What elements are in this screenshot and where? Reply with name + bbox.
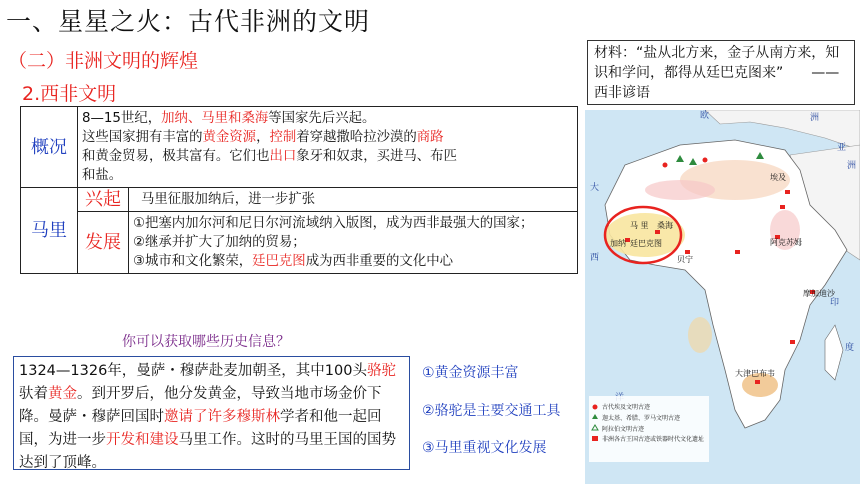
sahara-region — [645, 180, 715, 200]
africa-map — [585, 110, 860, 484]
svg-text:洲: 洲 — [810, 113, 820, 123]
page-title: 一、星星之火：古代非洲的文明 — [6, 7, 371, 36]
overview-label: 概况 — [21, 107, 78, 188]
svg-text:廷巴克图: 廷巴克图 — [630, 239, 662, 248]
dev-text: ①把塞内加尔河和尼日尔河流域纳入版图，成为西非最强大的国家； ②继承并扩大了加纳的贸易； ③城市和文化繁荣，廷巴克图成为西非重要的文化中心 — [129, 212, 578, 274]
svg-text:印: 印 — [830, 298, 840, 308]
rise-text: 马里征服加纳后，进一步扩张 — [129, 188, 578, 212]
answer-2: ②骆驼是主要交通工具 — [422, 403, 561, 419]
dev-label: 发展 — [78, 212, 129, 274]
svg-text:阿克苏姆: 阿克苏姆 — [770, 238, 802, 247]
overview-text: 8—15世纪，加纳、马里和桑海等国家先后兴起。 这些国家拥有丰富的黄金资源，控制着穿越撒哈拉沙漠的商路 和黄金贸易，极其富有。它们也出口象牙和奴隶，买进马、布匹 和盐。 — [78, 107, 578, 188]
svg-text:亚: 亚 — [837, 143, 847, 153]
legend-1: 古代埃及文明古迹 — [602, 404, 651, 411]
rise-label: 兴起 — [78, 188, 129, 212]
mali-dev-row — [21, 212, 578, 274]
mali-label: 马里 — [21, 188, 78, 274]
svg-text:马 里: 马 里 — [630, 221, 649, 230]
map-legend — [589, 396, 709, 462]
svg-text:摩加迪沙: 摩加迪沙 — [803, 289, 835, 298]
svg-text:埃及: 埃及 — [770, 173, 786, 182]
svg-text:大津巴布韦: 大津巴布韦 — [735, 369, 775, 378]
story-box: 1324—1326年，曼萨・穆萨赴麦加朝圣，其中100头骆驼驮着黄金。到开罗后，他分发黄金，导致当地市场金价下降。曼萨・穆萨回国时邀请了许多穆斯林学者和他一起回国，为进一步开发和建设马里工作。这时的马里王国的国势达到了顶峰。 — [13, 356, 410, 470]
answer-1: ①黄金资源丰富 — [422, 365, 519, 381]
info-table — [20, 106, 578, 274]
overview-row — [21, 107, 578, 188]
mali-rise-row — [21, 188, 578, 212]
section-heading: （二）非洲文明的辉煌 — [8, 50, 199, 72]
central-region — [688, 317, 712, 353]
quote-box: 材料：“盐从北方来，金子从南方来，知识和学问，都得从廷巴克图来” ——西非谚语 — [587, 40, 855, 105]
answer-3: ③马里重视文化发展 — [422, 440, 547, 456]
svg-text:贝宁: 贝宁 — [677, 255, 693, 264]
subsection-heading: 2.西非文明 — [22, 83, 117, 105]
question-text: 你可以获取哪些历史信息？ — [122, 334, 290, 350]
svg-text:西: 西 — [590, 253, 600, 263]
svg-text:洲: 洲 — [847, 161, 857, 171]
svg-text:欧: 欧 — [700, 111, 710, 121]
west-empire-region — [605, 213, 685, 257]
svg-text:大: 大 — [590, 183, 600, 193]
svg-text:加纳: 加纳 — [610, 239, 626, 248]
legend-4: 非洲各古王国古迹或铁器时代文化遗址 — [602, 436, 705, 443]
svg-text:桑海: 桑海 — [657, 221, 673, 230]
legend-2: 迦太基、希腊、罗马文明古迹 — [602, 415, 681, 422]
legend-3: 阿拉伯文明古迹 — [602, 426, 645, 433]
svg-text:度: 度 — [845, 343, 855, 353]
